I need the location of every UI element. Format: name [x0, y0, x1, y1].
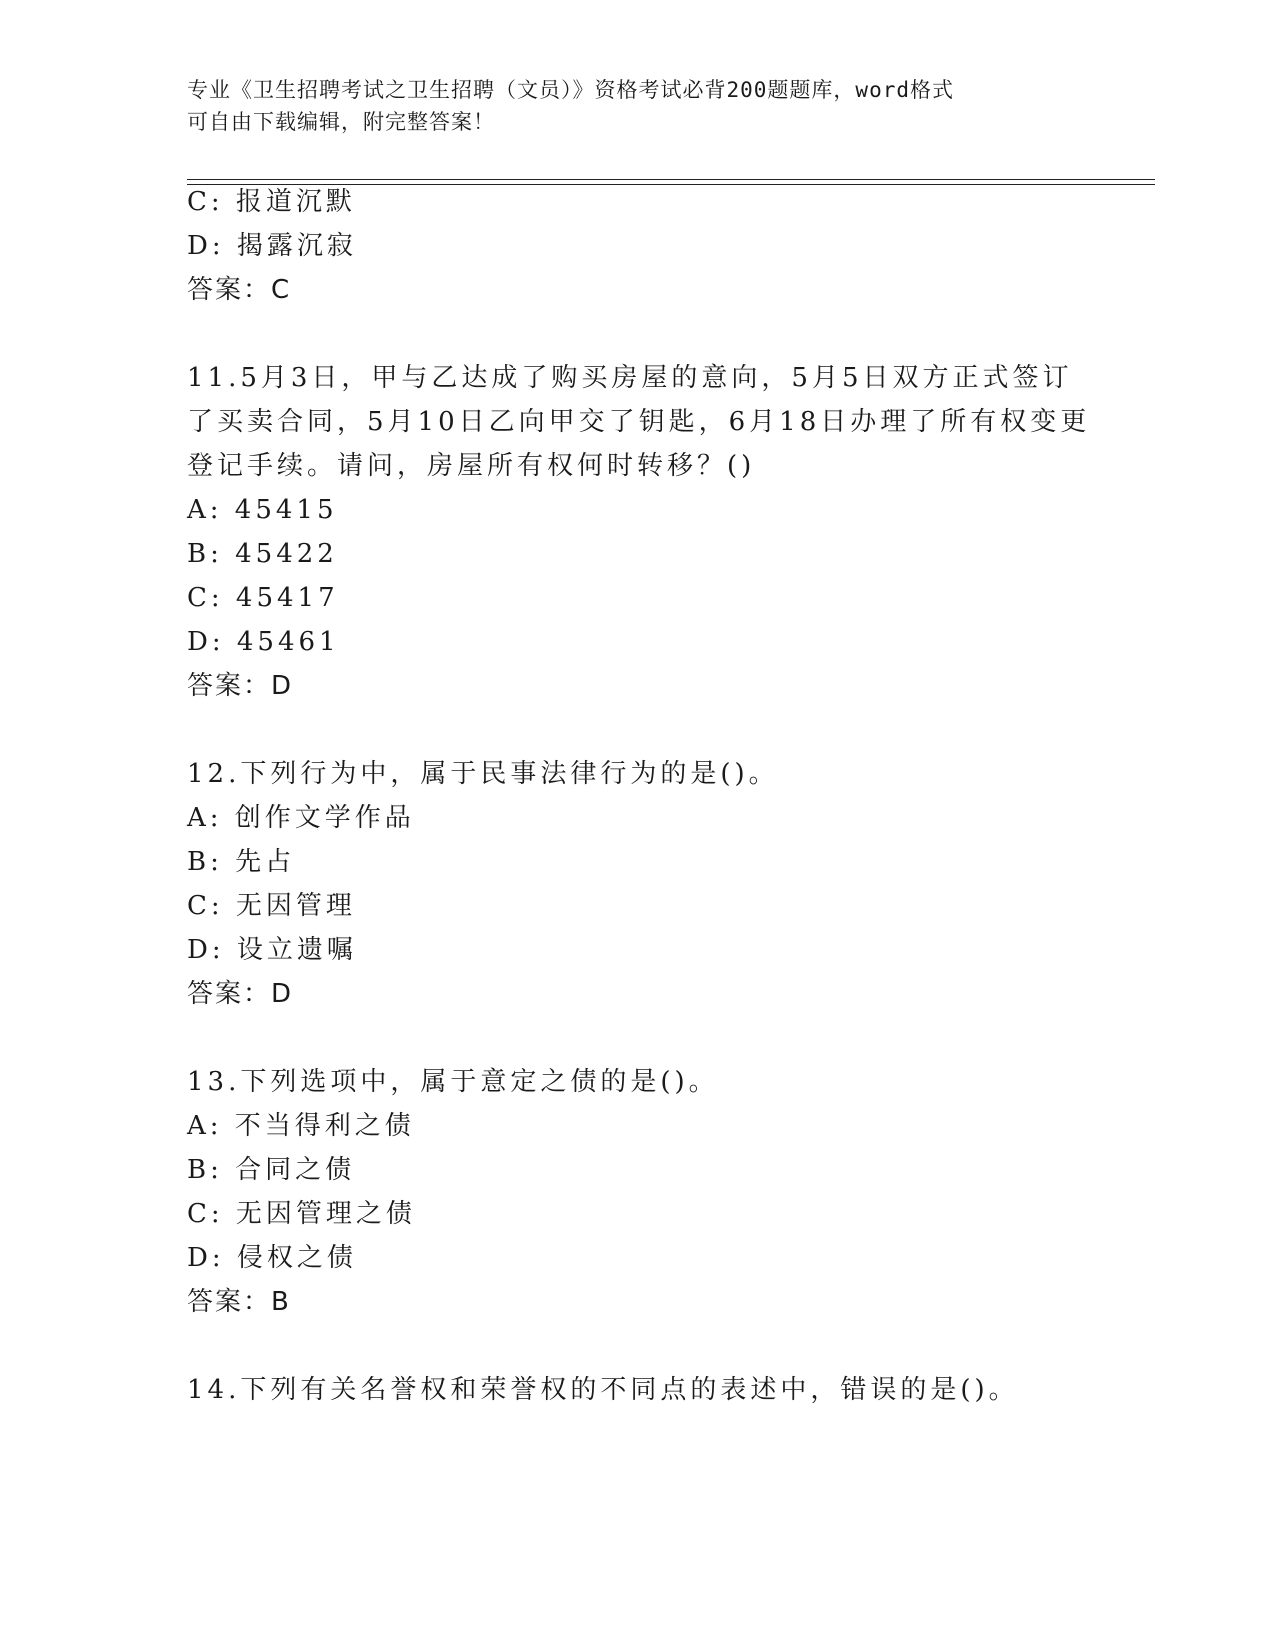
- prev-option-c: C: 报道沉默: [187, 187, 356, 217]
- q12-option-a: A: 创作文学作品: [187, 803, 415, 833]
- q11-option-a: A: 45415: [187, 495, 338, 525]
- q11-answer: 答案：D: [187, 671, 294, 701]
- q13-answer: 答案：B: [187, 1287, 291, 1317]
- q13-stem-line-1: 13.下列选项中，属于意定之债的是()。: [187, 1067, 719, 1097]
- q11-stem-line-3: 登记手续。请问，房屋所有权何时转移？(): [187, 451, 756, 481]
- q13-option-d: D: 侵权之债: [187, 1243, 357, 1273]
- document-header: [187, 74, 1067, 138]
- q13-option-c: C: 无因管理之债: [187, 1199, 416, 1229]
- q11-option-d: D: 45461: [187, 627, 340, 657]
- q12-option-b: B: 先占: [187, 847, 296, 877]
- q11-option-c: C: 45417: [187, 583, 339, 613]
- header-title-line-1: 专业《卫生招聘考试之卫生招聘（文员）》资格考试必背200题题库，word格式: [187, 78, 954, 102]
- q11-stem-line-2: 了买卖合同，5月10日乙向甲交了钥匙，6月18日办理了所有权变更: [187, 407, 1091, 437]
- q12-stem-line-1: 12.下列行为中，属于民事法律行为的是()。: [187, 759, 779, 789]
- q12-answer: 答案：D: [187, 979, 294, 1009]
- q13-option-a: A: 不当得利之债: [187, 1111, 415, 1141]
- prev-answer: 答案：C: [187, 275, 292, 305]
- q11-option-b: B: 45422: [187, 539, 338, 569]
- q12-option-d: D: 设立遗嘱: [187, 935, 357, 965]
- q13-option-b: B: 合同之债: [187, 1155, 356, 1185]
- q14-stem-line-1: 14.下列有关名誉权和荣誉权的不同点的表述中，错误的是()。: [187, 1375, 1019, 1405]
- header-title-line-2: 可自由下载编辑，附完整答案！: [187, 110, 495, 134]
- q12-option-c: C: 无因管理: [187, 891, 356, 921]
- prev-option-d: D: 揭露沉寂: [187, 231, 357, 261]
- q11-stem-line-1: 11.5月3日，甲与乙达成了购买房屋的意向，5月5日双方正式签订: [187, 363, 1073, 393]
